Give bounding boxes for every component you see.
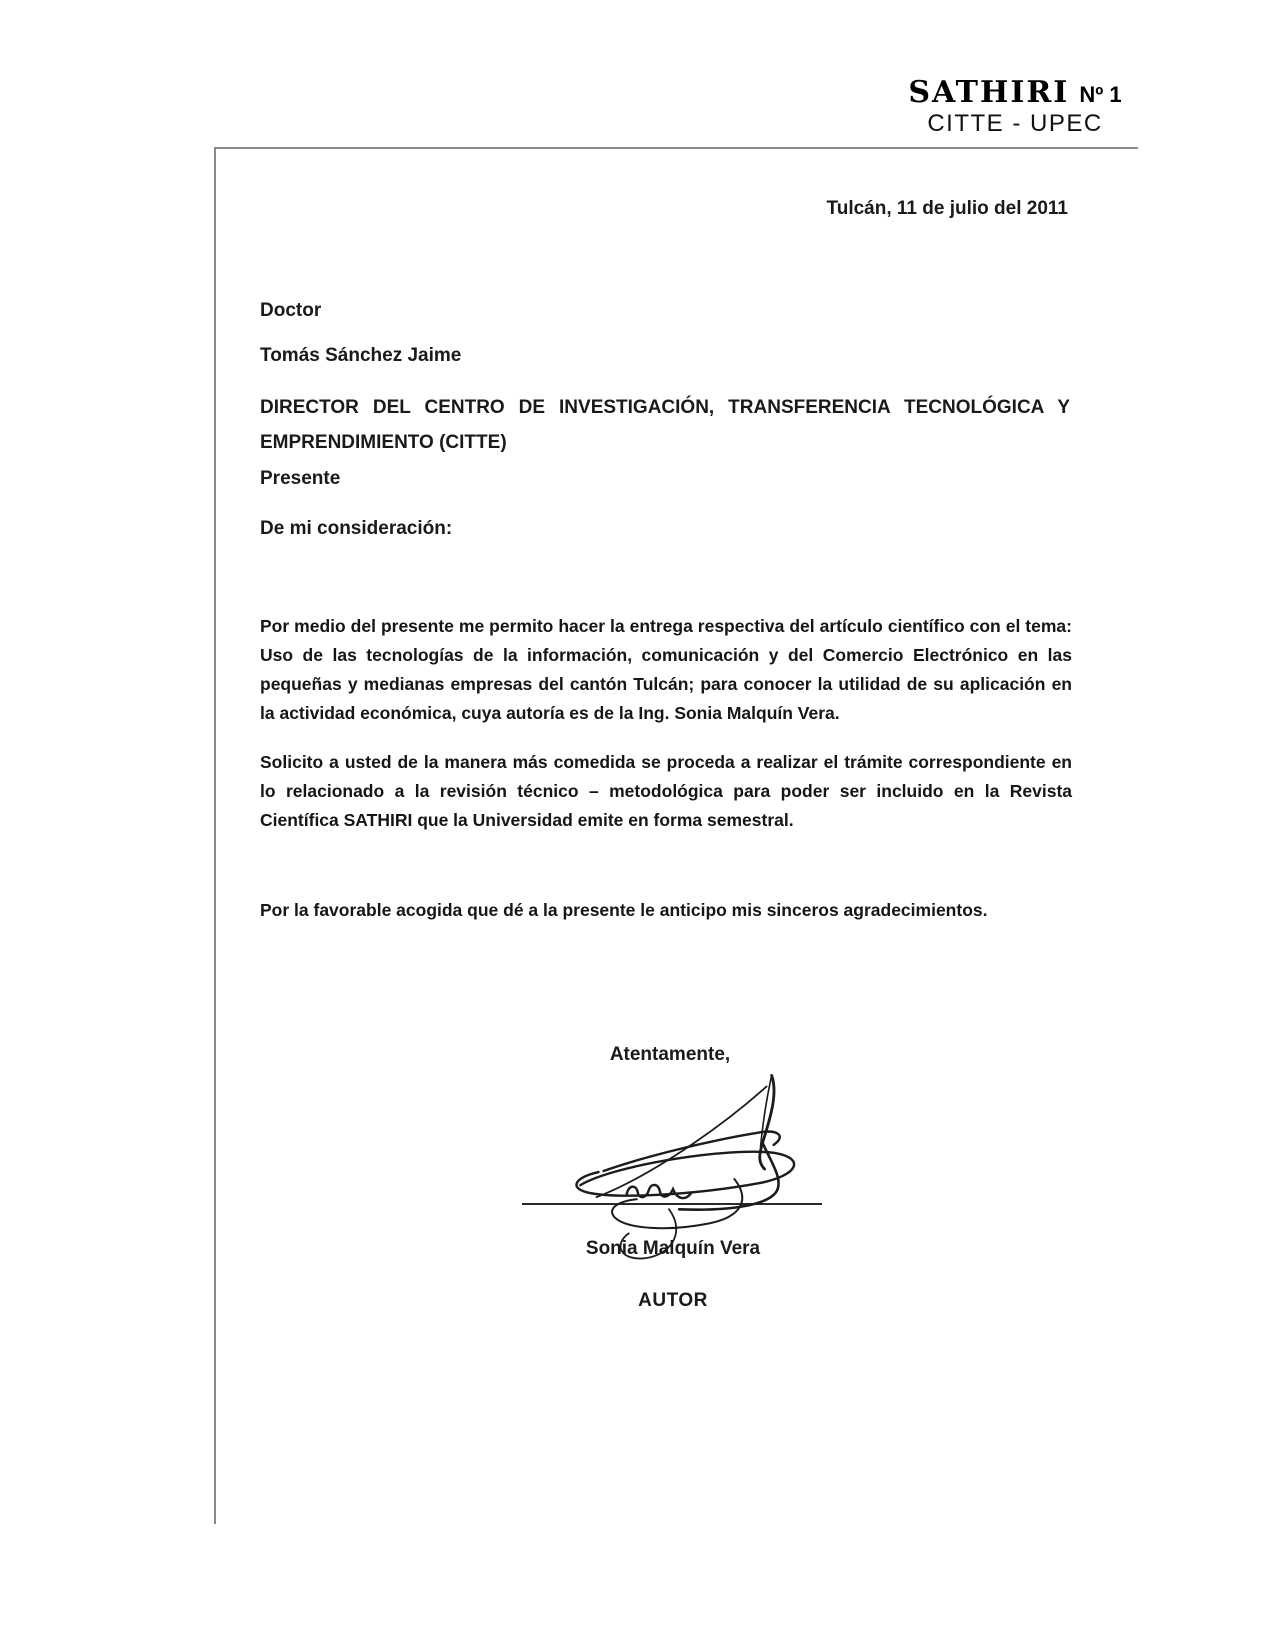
body-paragraph-1: Por medio del presente me permito hacer la entrega respectiva del artículo científico con el tema: Uso de las tecnologías de la información, comunicación y del Comercio Electrónico en las pequeñas y medianas empresas del cantón Tulcán; para conocer la utilidad de su aplicación en la actividad económica, cuya autoría es de la Ing. Sonia Malquín Vera. [260,616,1072,723]
journal-title-row [880,76,1150,109]
page-left-border [214,147,216,1524]
journal-name: SATHIRI [908,75,1070,110]
signer-name: Sonia Malquín Vera [585,1238,761,1259]
body-paragraph-2: Solicito a usted de la manera más comedida se proceda a realizar el trámite correspondiente en lo relacionado a la revisión técnico – metodológica para poder ser incluido en la Revista Científica SATHIRI que la Universidad emite en forma semestral. [260,752,1072,830]
signer-role: AUTOR [638,1290,708,1311]
journal-organization: CITTE - UPEC [927,110,1103,137]
handwritten-signature [518,1058,830,1280]
salutation: De mi consideración: [260,518,453,539]
recipient-title: Doctor [260,300,322,321]
header-rule [214,147,1138,149]
date-line: Tulcán, 11 de julio del 2011 [826,198,1068,219]
journal-issue-number: Nº 1 [1079,82,1122,107]
recipient-position: DIRECTOR DEL CENTRO DE INVESTIGACIÓN, TRANSFERENCIA TECNOLÓGICA Y EMPRENDIMIENTO (CITTE) [260,397,1070,453]
journal-header [880,76,1150,137]
body-paragraph-3: Por la favorable acogida que dé a la presente le anticipo mis sinceros agradecimientos. [260,900,988,920]
closing-line: Atentamente, [609,1044,731,1065]
recipient-name: Tomás Sánchez Jaime [260,345,462,366]
presente-line: Presente [260,468,341,489]
